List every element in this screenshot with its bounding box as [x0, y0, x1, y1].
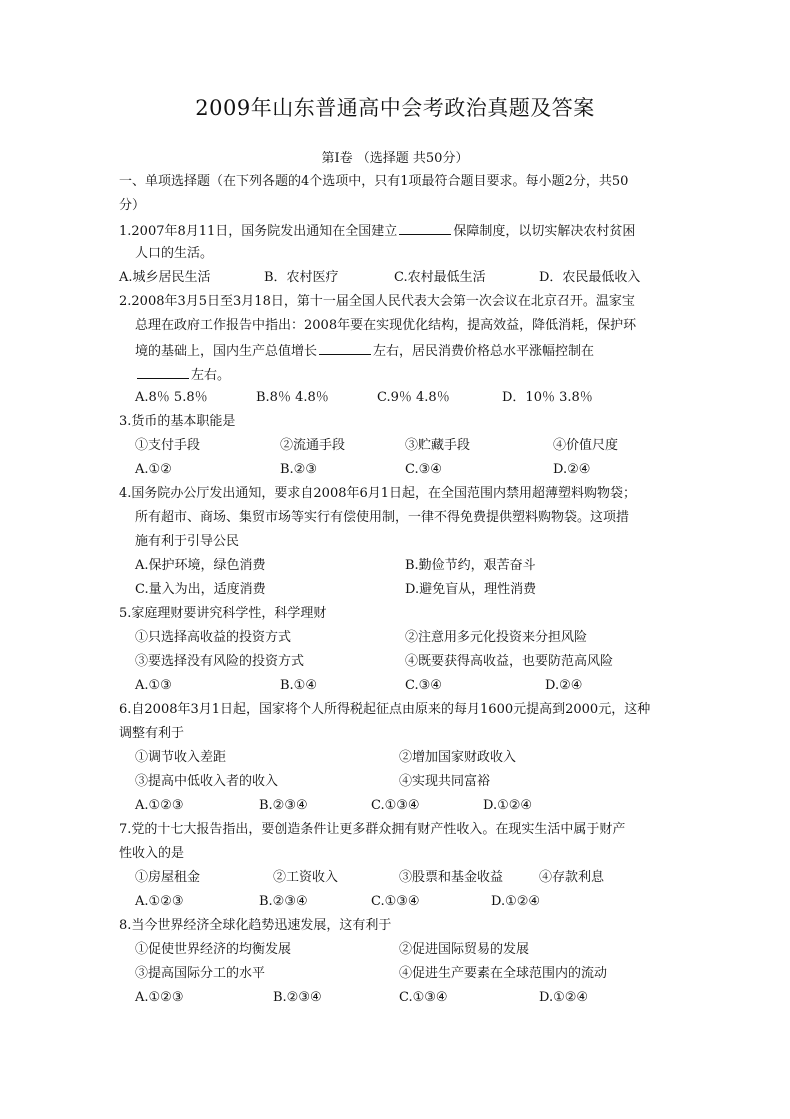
q1-text-b: 保障制度，以切实解决农村贫困	[453, 224, 636, 239]
q6-item-4: ④实现共同富裕	[399, 774, 491, 789]
q5-item-1: ①只选择高收益的投资方式	[135, 630, 292, 645]
q2-option-b: B.8％ 4.8％	[256, 390, 329, 405]
q8-item-3: ③提高国际分工的水平	[135, 966, 266, 981]
question-6-line2: 调整有利于	[119, 726, 185, 741]
q5-item-2: ②注意用多元化投资来分担风险	[405, 630, 588, 645]
q5-option-d: D.②④	[545, 678, 583, 693]
q5-option-c: C.③④	[405, 678, 442, 693]
q8-option-a: A.①②③	[135, 990, 184, 1005]
q8-option-b: B.②③④	[273, 990, 322, 1005]
q4-option-c: C.量入为出，适度消费	[135, 582, 266, 597]
q8-item-1: ①促使世界经济的均衡发展	[135, 942, 292, 957]
q1-option-b: B．农村医疗	[264, 270, 339, 285]
q4-option-a: A.保护环境，绿色消费	[135, 558, 266, 573]
q7-option-d: D.①②④	[491, 894, 541, 909]
q3-item-2: ②流通手段	[280, 438, 346, 453]
q3-item-1: ①支付手段	[135, 438, 201, 453]
section-instructions-line2: 分）	[119, 198, 146, 213]
q3-item-4: ④价值尺度	[553, 438, 619, 453]
q8-option-c: C.①③④	[399, 990, 448, 1005]
q6-option-c: C.①③④	[371, 798, 420, 813]
question-2-line3	[135, 342, 594, 360]
q1-option-d: D．农民最低收入	[539, 270, 641, 285]
q8-item-4: ④促进生产要素在全球范围内的流动	[399, 966, 608, 981]
q7-item-1: ①房屋租金	[135, 870, 201, 885]
q2-text-c: 左右。	[191, 368, 231, 383]
q3-item-3: ③贮藏手段	[405, 438, 471, 453]
q6-option-b: B.②③④	[259, 798, 308, 813]
q5-option-b: B.①④	[280, 678, 317, 693]
q2-text-b: 左右，居民消费价格总水平涨幅控制在	[373, 344, 595, 359]
question-1-line2: 人口的生活。	[135, 246, 214, 261]
q2-option-c: C.9％ 4.8％	[377, 390, 450, 405]
question-8-stem: 8.当今世界经济全球化趋势迅速发展，这有利于	[119, 918, 392, 933]
q6-item-3: ③提高中低收入者的收入	[135, 774, 279, 789]
q6-option-a: A.①②③	[135, 798, 184, 813]
question-4-line2: 所有超市、商场、集贸市场等实行有偿使用制，一律不得免费提供塑料购物袋。这项措	[135, 510, 630, 525]
q2-text-a: 境的基础上，国内生产总值增长	[135, 344, 318, 359]
q3-option-c: C.③④	[405, 462, 442, 477]
q8-item-2: ②促进国际贸易的发展	[399, 942, 530, 957]
q7-option-a: A.①②③	[135, 894, 184, 909]
answer-blank	[319, 342, 371, 355]
q7-item-4: ④存款利息	[539, 870, 605, 885]
answer-blank	[399, 222, 451, 235]
question-4-line3: 施有利于引导公民	[135, 534, 240, 549]
q7-item-3: ③股票和基金收益	[399, 870, 504, 885]
question-6-line1: 6.自2008年3月1日起，国家将个人所得税起征点由原来的每月1600元提高到2000元，这种	[119, 702, 651, 717]
q6-option-d: D.①②④	[483, 798, 533, 813]
q5-item-3: ③要选择没有风险的投资方式	[135, 654, 305, 669]
question-4-line1: 4.国务院办公厅发出通知，要求自2008年6月1日起，在全国范围内禁用超薄塑料购物袋；	[119, 486, 637, 501]
q1-option-a: A.城乡居民生活	[119, 270, 211, 285]
q4-option-d: D.避免盲从，理性消费	[405, 582, 537, 597]
q2-option-a: A.8％ 5.8％	[135, 390, 208, 405]
q8-option-d: D.①②④	[539, 990, 589, 1005]
q4-option-b: B.勤俭节约，艰苦奋斗	[405, 558, 536, 573]
question-3-stem: 3.货币的基本职能是	[119, 414, 236, 429]
q5-item-4: ④既要获得高收益，也要防范高风险	[405, 654, 614, 669]
question-7-line2: 性收入的是	[119, 846, 185, 861]
q5-option-a: A.①③	[135, 678, 172, 693]
q7-item-2: ②工资收入	[273, 870, 339, 885]
q3-option-b: B.②③	[280, 462, 317, 477]
q3-option-d: D.②④	[553, 462, 591, 477]
question-2-line4	[135, 366, 230, 384]
q7-option-b: B.②③④	[259, 894, 308, 909]
question-5-stem: 5.家庭理财要讲究科学性，科学理财	[119, 606, 327, 621]
question-2-line2: 总理在政府工作报告中指出：2008年要在实现优化结构，提高效益，降低消耗，保护环	[135, 318, 637, 333]
answer-blank	[137, 366, 189, 379]
section-instructions-line1: 一、单项选择题（在下列各题的4个选项中，只有1项最符合题目要求。每小题2分，共50	[119, 174, 629, 189]
q2-option-d: D．10％ 3.8％	[502, 390, 593, 405]
section-subtitle: 第Ⅰ卷 （选择题 共50分）	[321, 151, 469, 166]
q1-option-c: C.农村最低生活	[394, 270, 486, 285]
question-2-line1: 2.2008年3月5日至3月18日，第十一届全国人民代表大会第一次会议在北京召开。温家宝	[119, 294, 635, 309]
q3-option-a: A.①②	[135, 462, 172, 477]
page-title: 2009年山东普通高中会考政治真题及答案	[195, 96, 595, 120]
q1-text-a: 1.2007年8月11日，国务院发出通知在全国建立	[119, 224, 398, 239]
q6-item-2: ②增加国家财政收入	[399, 750, 517, 765]
q7-option-c: C.①③④	[371, 894, 420, 909]
q6-item-1: ①调节收入差距	[135, 750, 227, 765]
question-7-line1: 7.党的十七大报告指出，要创造条件让更多群众拥有财产性收入。在现实生活中属于财产	[119, 822, 626, 837]
question-1-line1	[119, 222, 635, 240]
